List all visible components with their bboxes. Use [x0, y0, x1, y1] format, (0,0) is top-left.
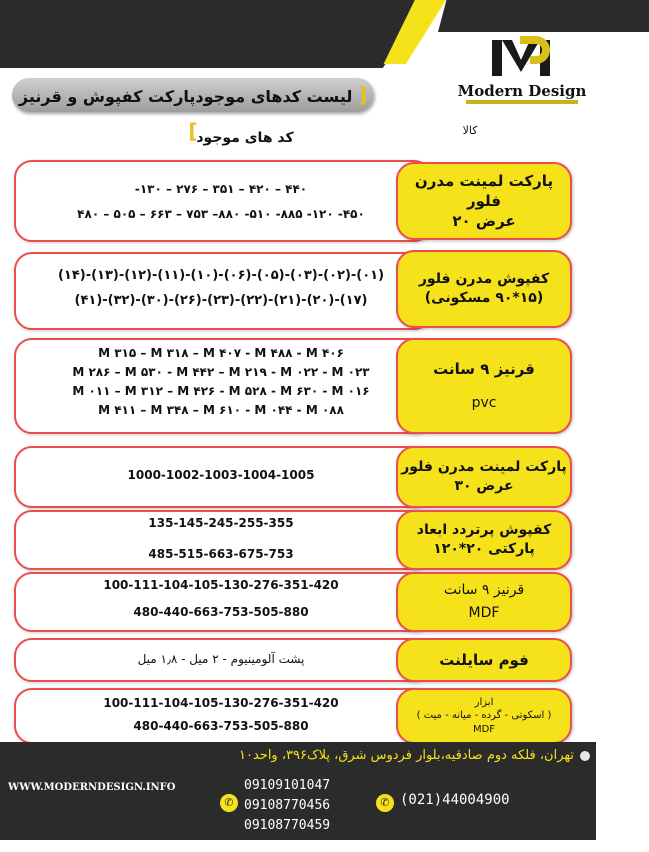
md-logo-icon [490, 34, 552, 78]
code-list [26, 576, 416, 622]
code-list [26, 694, 416, 736]
row-label-line: (۱۵*۹۰ مسکونی) [424, 290, 544, 306]
brand-name: Modern Design [457, 82, 587, 100]
page-title-wrap [12, 78, 374, 143]
row-codes-box [14, 338, 432, 434]
landline-number[interactable]: (021)44004900 [400, 792, 510, 808]
row-label-line: MDF [468, 605, 500, 621]
row-codes-box [14, 638, 432, 682]
title-bracket-open: [ [357, 83, 368, 107]
code-line: 480-440-663-753-505-880 [133, 605, 309, 619]
phone-icon: ✆ [220, 794, 238, 812]
row-codes-box [14, 688, 432, 744]
row-label-line: قرنیز ۹ سانت [433, 360, 535, 379]
code-list [26, 650, 416, 669]
row-label-line: ( اسکوتی - گرده - میانه - میت ) [416, 710, 552, 722]
code-line: 100-111-104-105-130-276-351-420 [103, 578, 339, 592]
row-label-line: pvc [471, 394, 497, 411]
code-line: -۱۳۰ – ۲۷۶ – ۳۵۱ – ۴۲۰ – ۴۴۰ [134, 182, 308, 196]
code-line: (۴۱)-(۳۲)-(۳۰)-(۲۶)-(۲۳)-(۲۲)-(۲۱)-(۲۰)-(۱۷) [74, 293, 368, 308]
phone-icon: ✆ [376, 794, 394, 812]
code-line: M ۰۱۱ – M ۳۱۲ – M ۴۲۶ - M ۵۲۸ - M ۶۳۰ - M ۰۱۶ [72, 384, 370, 398]
code-list [26, 180, 416, 224]
row-label-line: فوم سایلنت [439, 650, 529, 669]
footer-right-blank [596, 742, 649, 852]
code-line: 100-111-104-105-130-276-351-420 [103, 696, 339, 710]
website-link[interactable]: WWW.MODERNDESIGN.INFO [8, 782, 176, 793]
mobile-numbers [244, 776, 330, 836]
code-line: M ۳۱۵ – M ۳۱۸ – M ۴۰۷ - M ۴۸۸ - M ۴۰۶ [98, 346, 344, 360]
code-list [26, 344, 416, 420]
mobile-number[interactable]: 09109101047 [244, 778, 331, 793]
code-list [26, 266, 416, 310]
row-label-line: عرض ۳۰ [454, 478, 514, 494]
title-bar [12, 78, 374, 143]
title-bracket-close: ] [188, 119, 198, 143]
code-line: پشت آلومینیوم - ۲ میل - ۱٫۸ میل [137, 652, 305, 666]
row-label-line: قرنیز ۹ سانت [443, 582, 525, 599]
brand-underline [466, 100, 578, 104]
row-label-box [396, 572, 572, 632]
row-codes-box [14, 252, 432, 330]
address [150, 748, 590, 763]
row-label-box [396, 638, 572, 682]
row-label-line: MDF [472, 723, 496, 735]
page-title: لیست کدهای موجودپارکت کفپوش و قرنیز [18, 87, 353, 106]
code-list [26, 514, 416, 564]
row-label-line: ابزار [474, 696, 494, 708]
code-list [26, 466, 416, 485]
location-dot-icon [580, 751, 590, 761]
address-text: تهران، فلکه دوم صادقیه،بلوار فردوس شرق، پلاک۳۹۶، واحد۱۰ [238, 748, 574, 763]
row-label-line: کفپوش پرتردد ابعاد [416, 522, 552, 539]
header-dark-band [0, 0, 430, 68]
column-header-item: کالا [462, 124, 478, 137]
mobile-number[interactable]: 09108770456 [244, 798, 331, 813]
row-label-line: پارکت لمینت مدرن فلور [414, 171, 554, 210]
code-line: 1000-1002-1003-1004-1005 [127, 468, 315, 482]
row-codes-box [14, 446, 432, 508]
code-line: M ۴۱۱ – M ۳۴۸ – M ۶۱۰ - M ۰۴۴ - M ۰۸۸ [98, 403, 344, 417]
code-line: (۱۴)-(۱۳)-(۱۲)-(۱۱)-(۱۰)-(۰۶)-(۰۵)-(۰۳)-(۰۲)-(۰۱) [57, 268, 385, 283]
row-label-line: پارکتی ۲۰*۱۲۰ [433, 541, 535, 557]
code-line: 485-515-663-675-753 [148, 547, 294, 561]
code-line: ۴۸۰ – ۵۰۵ – ۶۶۳ – ۷۵۳ –۸۸۰ -۵۱۰ -۸۸۵ -۱۲۰ -۴۵۰ [77, 207, 365, 221]
code-line: 135-145-245-255-355 [148, 516, 294, 530]
mobile-number[interactable]: 09108770459 [244, 818, 331, 833]
row-label-box [396, 510, 572, 570]
row-label-box [396, 338, 572, 434]
brand-logo [446, 28, 596, 118]
row-codes-box [14, 160, 432, 242]
column-header-codes: کد های موجود [196, 130, 294, 146]
row-label-line: عرض ۲۰ [452, 212, 516, 231]
row-label-box [396, 162, 572, 240]
row-label-box [396, 250, 572, 328]
row-label-line: پارکت لمینت مدرن فلور [401, 459, 567, 476]
row-codes-box [14, 572, 432, 632]
row-label-box [396, 446, 572, 508]
code-line: M ۲۸۶ – M ۵۳۰ - M ۴۴۲ – M ۲۱۹ - M ۰۲۲ - M ۰۲۳ [72, 365, 370, 379]
row-label-box [396, 688, 572, 744]
row-label-line: کفپوش مدرن فلور [418, 271, 550, 288]
row-codes-box [14, 510, 432, 570]
code-line: 480-440-663-753-505-880 [133, 719, 309, 733]
